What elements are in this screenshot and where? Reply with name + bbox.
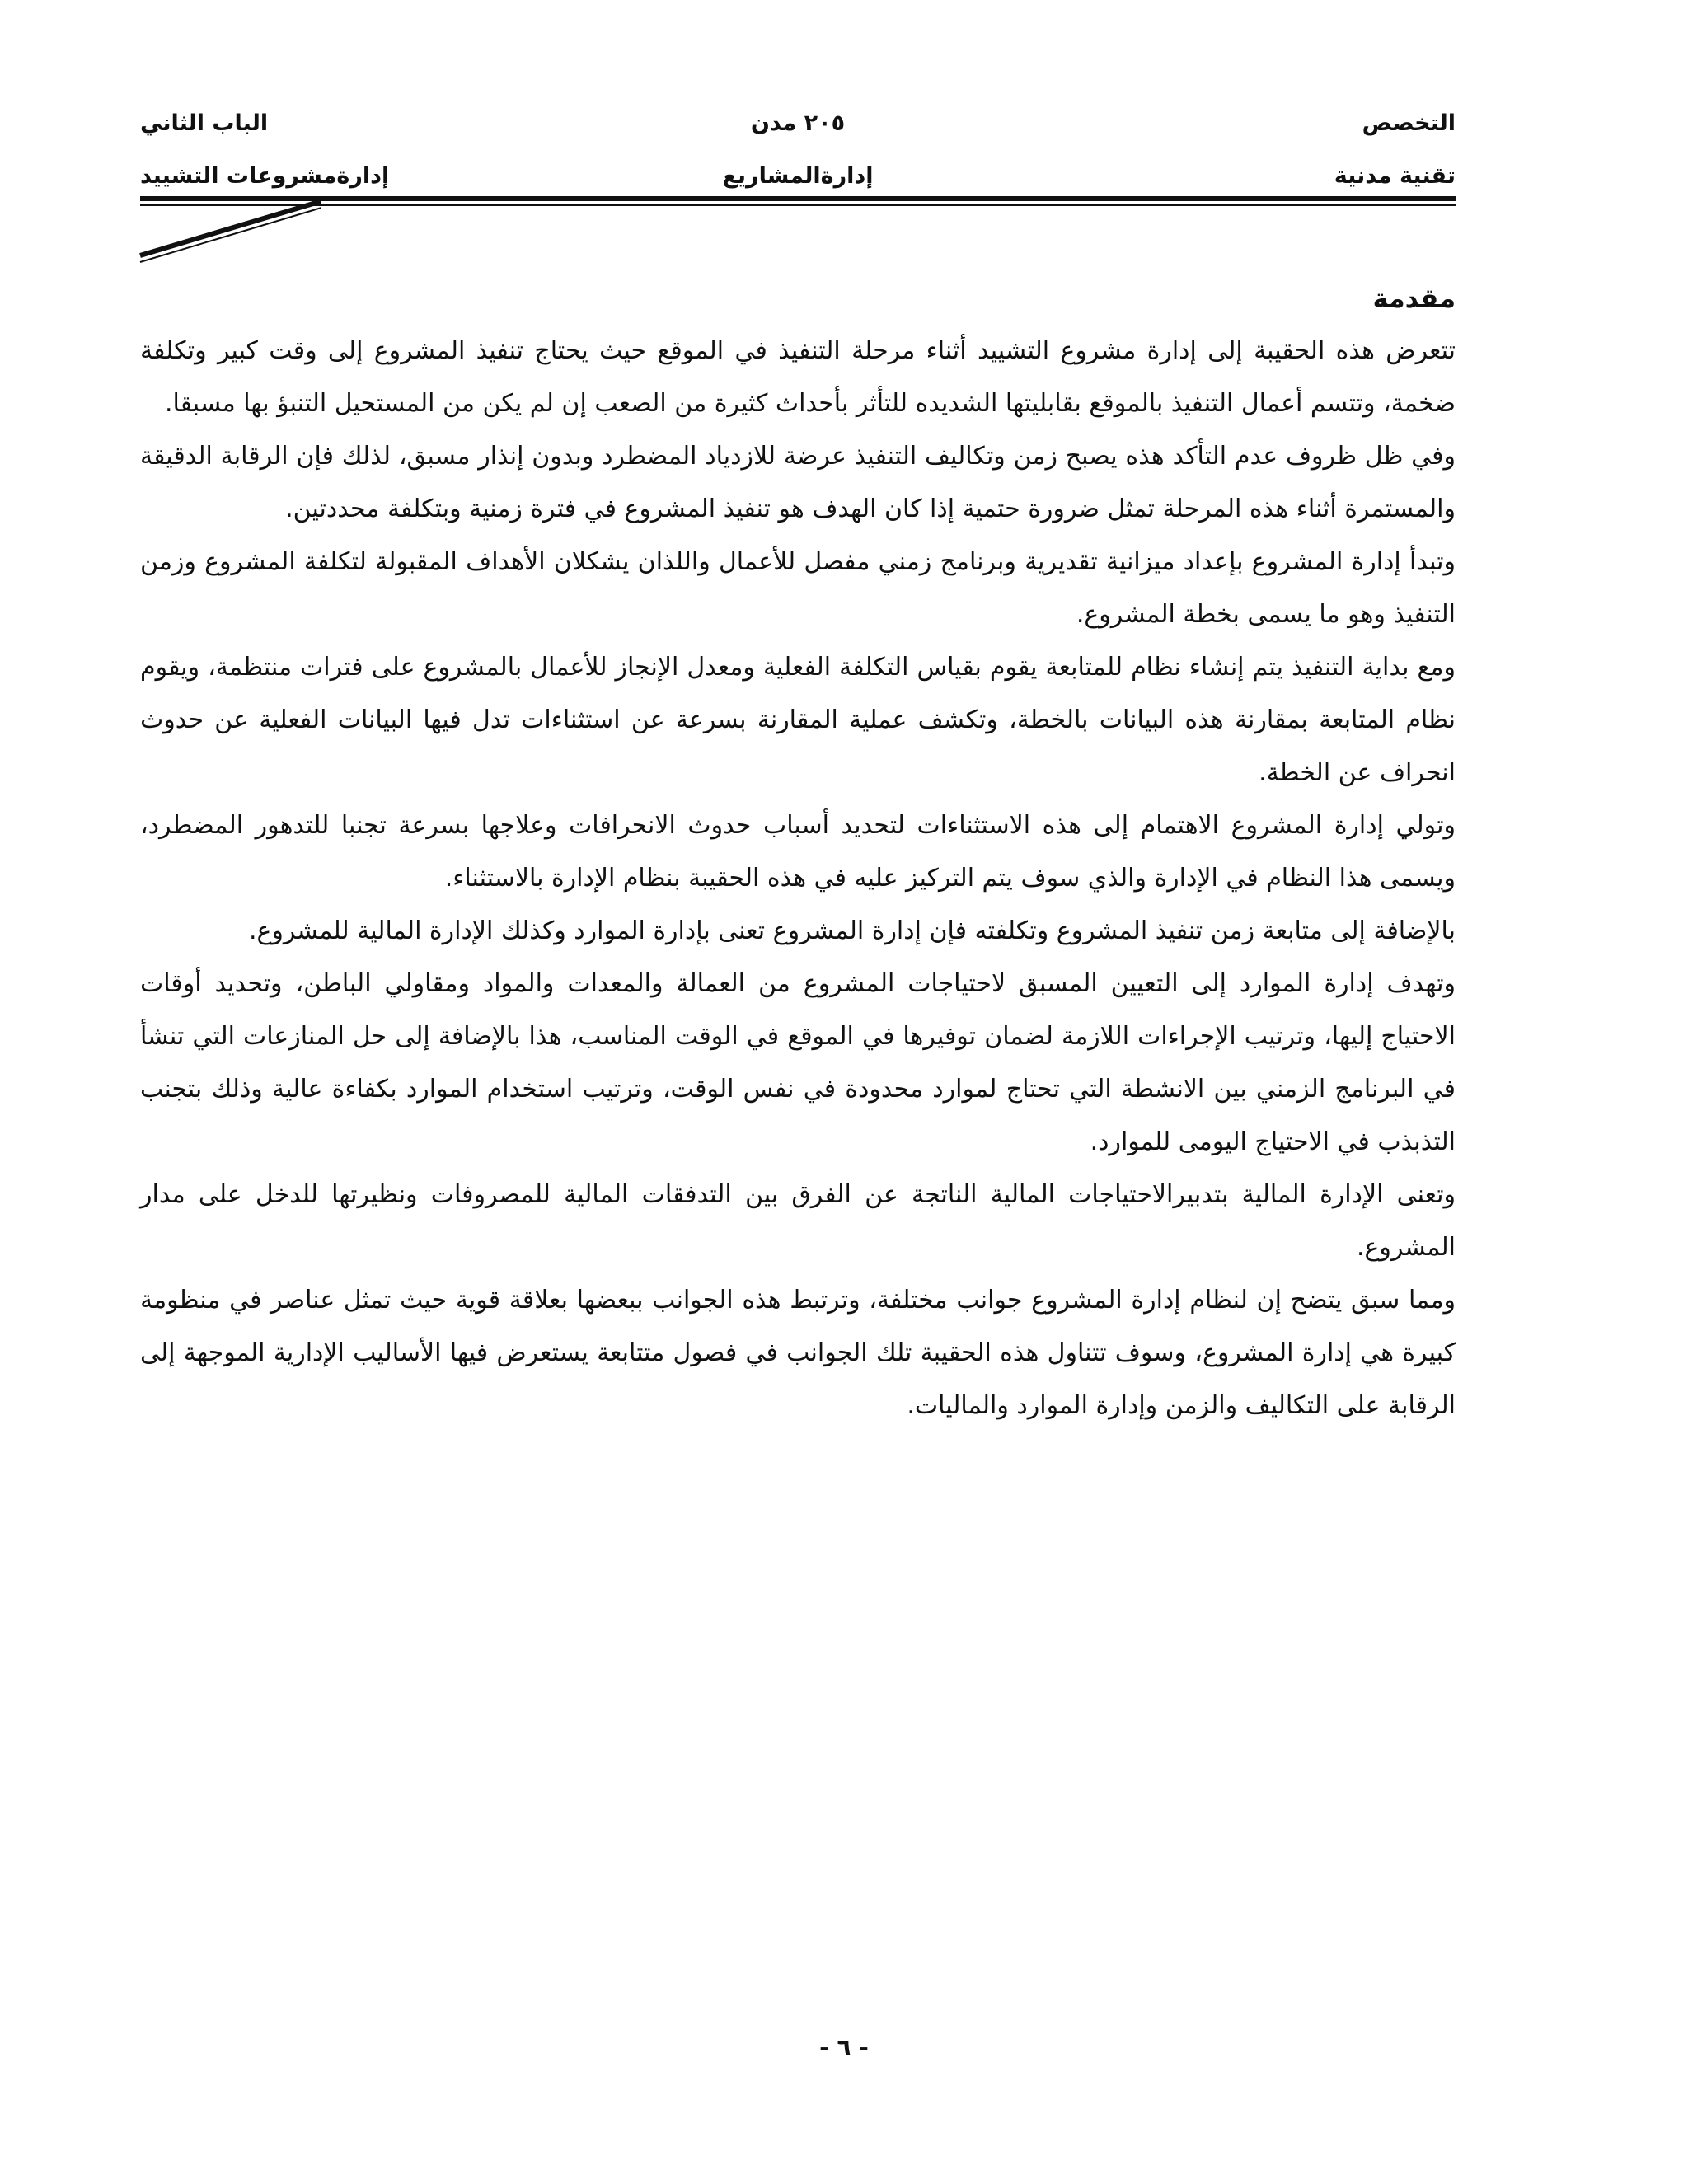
paragraph-3: وتبدأ إدارة المشروع بإعداد ميزانية تقديرية وبرنامج زمني مفصل للأعمال واللذان يشكلان الأهداف المقبولة لتكلفة المشروع وزمن التنفيذ وهو ما يسمى بخطة المشروع. bbox=[140, 547, 1456, 629]
header-specialty bbox=[1334, 97, 1456, 203]
paragraph-7: وتهدف إدارة الموارد إلى التعيين المسبق لاحتياجات المشروع من العمالة والمعدات والمواد ومقاولي الباطن، وتحديد أوقات الاحتياج إليها، وترتيب الإجراءات اللازمة لضمان توفيرها في الموقع في الوقت المناسب، هذا بالإضافة إلى حل المنازعات التي تنشأ في البرنامج الزمني بين الانشطة التي تحتاج لموارد محدودة في نفس الوقت، وترتيب استخدام الموارد بكفاءة عالية وذلك بتجنب التذبذب في الاحتياج اليومى للموارد. bbox=[140, 969, 1456, 1156]
header-chapter-title: إدارةمشروعات التشييد bbox=[140, 163, 390, 189]
paragraph-1: تتعرض هذه الحقيبة إلى إدارة مشروع التشييد أثناء مرحلة التنفيذ في الموقع حيث يحتاج تنفيذ المشروع إلى وقت كبير وتكلفة ضخمة، وتتسم أعمال التنفيذ بالموقع بقابليتها الشديده للتأثر بأحداث كثيرة من الصعب إن لم يكن من المستحيل التنبؤ بها مسبقا. bbox=[140, 336, 1456, 418]
header-rule-slant bbox=[132, 198, 321, 264]
paragraph-8: وتعنى الإدارة المالية بتدبيرالاحتياجات المالية الناتجة عن الفرق بين التدفقات المالية للمصروفات ونظيرتها للدخل على مدار المشروع. bbox=[140, 1180, 1456, 1262]
paragraph-9: ومما سبق يتضح إن لنظام إدارة المشروع جوانب مختلفة، وترتبط هذه الجوانب ببعضها بعلاقة قوية حيث تمثل عناصر في منظومة كبيرة هي إدارة المشروع، وسوف تتناول هذه الحقيبة تلك الجوانب في فصول متتابعة يستعرض فيها الأساليب الإدارية الموجهة إلى الرقابة على التكاليف والزمن وإدارة الموارد والماليات. bbox=[140, 1286, 1456, 1420]
header-course-name: إدارةالمشاريع bbox=[722, 163, 874, 189]
header-course bbox=[722, 97, 873, 203]
paragraph-2: وفي ظل ظروف عدم التأكد هذه يصبح زمن وتكاليف التنفيذ عرضة للازدياد المضطرد وبدون إنذار مسبق، لذلك فإن الرقابة الدقيقة والمستمرة أثناء هذه المرحلة تمثل ضرورة حتمية إذا كان الهدف هو تنفيذ المشروع في فترة زمنية وبتكلفة محددتين. bbox=[140, 442, 1456, 523]
paragraph-6: بالإضافة إلى متابعة زمن تنفيذ المشروع وتكلفته فإن إدارة المشروع تعنى بإدارة الموارد وكذلك الإدارة المالية للمشروع. bbox=[248, 916, 1456, 945]
paragraph-5: وتولي إدارة المشروع الاهتمام إلى هذه الاستثناءات لتحديد أسباب حدوث الانحرافات وعلاجها بسرعة تجنبا للتدهور المضطرد، ويسمى هذا النظام في الإدارة والذي سوف يتم التركيز عليه في هذه الحقيبة بنظام الإدارة بالاستثناء. bbox=[140, 811, 1456, 893]
paragraph-4: ومع بداية التنفيذ يتم إنشاء نظام للمتابعة يقوم بقياس التكلفة الفعلية ومعدل الإنجاز للأعمال بالمشروع على فترات منتظمة، ويقوم نظام المتابعة بمقارنة هذه البيانات بالخطة، وتكشف عملية المقارنة بسرعة عن استثناءات تدل فيها البيانات الفعلية عن حدوث انحراف عن الخطة. bbox=[140, 653, 1456, 787]
header-chapter-number: الباب الثاني bbox=[140, 110, 269, 136]
document-body bbox=[140, 272, 1456, 1432]
header-specialty-label: التخصص bbox=[1362, 110, 1456, 136]
page-number: - ٦ - bbox=[819, 2034, 869, 2061]
header-rule-thick bbox=[140, 196, 1456, 201]
header-rule-thin bbox=[140, 204, 1456, 206]
page-header bbox=[140, 97, 1456, 204]
header-course-code: ٢٠٥ مدن bbox=[750, 110, 846, 136]
header-chapter bbox=[140, 97, 389, 203]
section-title: مقدمة bbox=[1372, 283, 1456, 314]
header-specialty-value: تقنية مدنية bbox=[1334, 163, 1456, 189]
